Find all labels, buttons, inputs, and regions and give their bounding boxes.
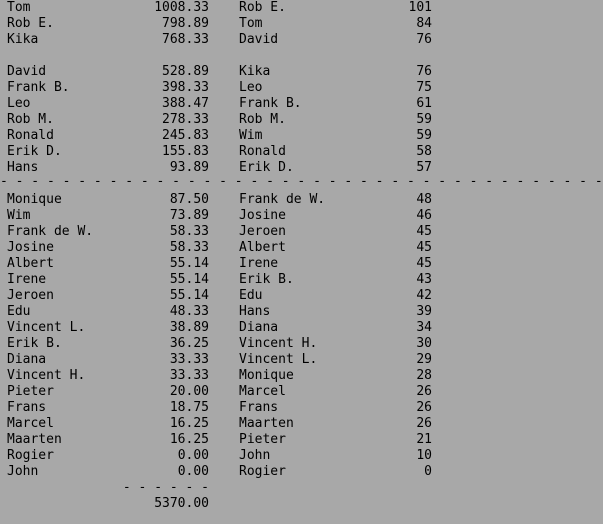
player-name: Marcel <box>7 416 54 431</box>
left-score-row <box>7 336 209 352</box>
player-name: Leo <box>7 96 31 111</box>
player-score: 46 <box>416 208 432 223</box>
right-score-row <box>239 320 432 336</box>
player-score: 55.14 <box>169 272 209 287</box>
player-score: 57 <box>416 160 432 175</box>
left-score-row <box>7 400 209 416</box>
player-score: 388.47 <box>162 96 209 111</box>
right-score-row <box>239 384 432 400</box>
right-score-row <box>239 256 432 272</box>
player-score: 93.89 <box>169 160 209 175</box>
player-score: 798.89 <box>162 16 209 31</box>
player-score: 55.14 <box>169 256 209 271</box>
player-name: Rogier <box>7 448 54 463</box>
player-name: Erik B. <box>7 336 62 351</box>
player-name: Monique <box>239 368 294 383</box>
player-name: Rob M. <box>7 112 54 127</box>
player-name: Tom <box>239 16 263 31</box>
left-score-column <box>7 0 209 480</box>
player-score: 84 <box>416 16 432 31</box>
player-name: Wim <box>7 208 31 223</box>
left-score-row <box>7 64 209 80</box>
group-gap <box>239 48 432 64</box>
player-score: 10 <box>416 448 432 463</box>
player-name: David <box>7 64 47 79</box>
player-score: 768.33 <box>162 32 209 47</box>
player-score: 58 <box>416 144 432 159</box>
player-name: Erik B. <box>239 272 294 287</box>
right-score-row <box>239 272 432 288</box>
right-score-row <box>239 64 432 80</box>
player-score: 34 <box>416 320 432 335</box>
player-name: Pieter <box>7 384 54 399</box>
left-score-row <box>7 16 209 32</box>
player-score: 33.33 <box>169 368 209 383</box>
left-score-row <box>7 432 209 448</box>
player-name: Edu <box>7 304 31 319</box>
section-divider: - - - - - - - - - - - - - - - - - - - - - - - - - - - - - - - - - - - - - - - <box>0 174 603 189</box>
player-name: Jeroen <box>239 224 286 239</box>
player-score: 45 <box>416 224 432 239</box>
right-score-row <box>239 208 432 224</box>
player-name: Irene <box>7 272 47 287</box>
left-score-row <box>7 96 209 112</box>
player-name: Ronald <box>239 144 286 159</box>
right-score-row <box>239 32 432 48</box>
player-name: Rob E. <box>239 0 286 15</box>
player-name: Diana <box>7 352 47 367</box>
left-score-row <box>7 0 209 16</box>
player-score: 42 <box>416 288 432 303</box>
right-score-row <box>239 80 432 96</box>
player-score: 155.83 <box>162 144 209 159</box>
left-score-row <box>7 464 209 480</box>
right-score-row <box>239 192 432 208</box>
player-score: 29 <box>416 352 432 367</box>
left-score-row <box>7 448 209 464</box>
player-score: 38.89 <box>169 320 209 335</box>
player-name: Rob E. <box>7 16 54 31</box>
player-name: Vincent H. <box>7 368 86 383</box>
player-name: John <box>239 448 271 463</box>
player-name: Erik D. <box>7 144 62 159</box>
player-name: Ronald <box>7 128 54 143</box>
player-name: Vincent H. <box>239 336 318 351</box>
right-score-column <box>239 0 432 480</box>
player-score: 18.75 <box>169 400 209 415</box>
player-score: 21 <box>416 432 432 447</box>
player-name: Frans <box>239 400 279 415</box>
right-score-row <box>239 368 432 384</box>
player-name: Kika <box>7 32 39 47</box>
player-name: Kika <box>239 64 271 79</box>
player-score: 58.33 <box>169 224 209 239</box>
player-score: 0.00 <box>177 448 209 463</box>
player-score: 1008.33 <box>154 0 209 15</box>
left-score-row <box>7 32 209 48</box>
player-name: Jeroen <box>7 288 54 303</box>
player-name: Frank B. <box>7 80 70 95</box>
player-name: Albert <box>239 240 286 255</box>
right-score-row <box>239 304 432 320</box>
player-name: Rob M. <box>239 112 286 127</box>
player-score: 59 <box>416 128 432 143</box>
player-name: Frans <box>7 400 47 415</box>
player-name: Monique <box>7 192 62 207</box>
left-score-row <box>7 416 209 432</box>
right-score-row <box>239 144 432 160</box>
player-score: 528.89 <box>162 64 209 79</box>
player-score: 43 <box>416 272 432 287</box>
player-score: 0 <box>424 464 432 479</box>
player-score: 101 <box>408 0 432 15</box>
player-score: 39 <box>416 304 432 319</box>
player-name: Frank B. <box>239 96 302 111</box>
left-score-row <box>7 144 209 160</box>
player-score: 61 <box>416 96 432 111</box>
left-score-row <box>7 224 209 240</box>
left-score-row <box>7 128 209 144</box>
right-score-row <box>239 400 432 416</box>
right-score-row <box>239 0 432 16</box>
right-score-row <box>239 240 432 256</box>
player-name: Maarten <box>7 432 62 447</box>
player-score: 55.14 <box>169 288 209 303</box>
player-score: 0.00 <box>177 464 209 479</box>
player-name: Irene <box>239 256 279 271</box>
player-score: 16.25 <box>169 416 209 431</box>
player-score: 76 <box>416 64 432 79</box>
player-score: 26 <box>416 384 432 399</box>
player-score: 28 <box>416 368 432 383</box>
left-score-row <box>7 384 209 400</box>
player-score: 48 <box>416 192 432 207</box>
player-score: 59 <box>416 112 432 127</box>
left-score-row <box>7 80 209 96</box>
right-score-row <box>239 288 432 304</box>
player-name: David <box>239 32 279 47</box>
left-score-row <box>7 368 209 384</box>
player-name: Hans <box>7 160 39 175</box>
player-name: Vincent L. <box>7 320 86 335</box>
player-score: 36.25 <box>169 336 209 351</box>
player-name: Marcel <box>239 384 286 399</box>
player-score: 20.00 <box>169 384 209 399</box>
player-name: Josine <box>239 208 286 223</box>
right-score-row <box>239 128 432 144</box>
player-name: Maarten <box>239 416 294 431</box>
sum-rule: - - - - - - <box>122 480 209 495</box>
player-name: Tom <box>7 0 31 15</box>
right-score-row <box>239 112 432 128</box>
player-score: 45 <box>416 256 432 271</box>
right-score-row <box>239 432 432 448</box>
right-score-row <box>239 416 432 432</box>
left-score-row <box>7 192 209 208</box>
player-score: 33.33 <box>169 352 209 367</box>
group-gap <box>7 48 209 64</box>
player-score: 75 <box>416 80 432 95</box>
player-score: 26 <box>416 400 432 415</box>
player-name: Josine <box>7 240 54 255</box>
player-score: 278.33 <box>162 112 209 127</box>
player-score: 45 <box>416 240 432 255</box>
right-score-row <box>239 96 432 112</box>
player-score: 87.50 <box>169 192 209 207</box>
player-score: 16.25 <box>169 432 209 447</box>
player-name: Diana <box>239 320 279 335</box>
player-name: Edu <box>239 288 263 303</box>
left-score-row <box>7 208 209 224</box>
player-score: 73.89 <box>169 208 209 223</box>
right-score-row <box>239 464 432 480</box>
player-score: 26 <box>416 416 432 431</box>
player-score: 58.33 <box>169 240 209 255</box>
player-name: Erik D. <box>239 160 294 175</box>
player-name: Frank de W. <box>239 192 326 207</box>
player-name: Vincent L. <box>239 352 318 367</box>
right-score-row <box>239 336 432 352</box>
right-score-row <box>239 224 432 240</box>
player-name: Hans <box>239 304 271 319</box>
right-score-row <box>239 16 432 32</box>
right-score-row <box>239 352 432 368</box>
player-name: Rogier <box>239 464 286 479</box>
left-score-row <box>7 288 209 304</box>
left-score-row <box>7 256 209 272</box>
left-score-row <box>7 112 209 128</box>
left-score-row <box>7 320 209 336</box>
player-score: 398.33 <box>162 80 209 95</box>
player-name: Albert <box>7 256 54 271</box>
player-score: 48.33 <box>169 304 209 319</box>
player-score: 76 <box>416 32 432 47</box>
left-score-row <box>7 304 209 320</box>
left-score-row <box>7 272 209 288</box>
player-name: John <box>7 464 39 479</box>
player-name: Leo <box>239 80 263 95</box>
player-name: Frank de W. <box>7 224 94 239</box>
left-score-row <box>7 240 209 256</box>
right-score-row <box>239 448 432 464</box>
player-score: 30 <box>416 336 432 351</box>
left-score-row <box>7 352 209 368</box>
total-value: 5370.00 <box>154 496 209 511</box>
player-score: 245.83 <box>162 128 209 143</box>
player-name: Wim <box>239 128 263 143</box>
player-name: Pieter <box>239 432 286 447</box>
